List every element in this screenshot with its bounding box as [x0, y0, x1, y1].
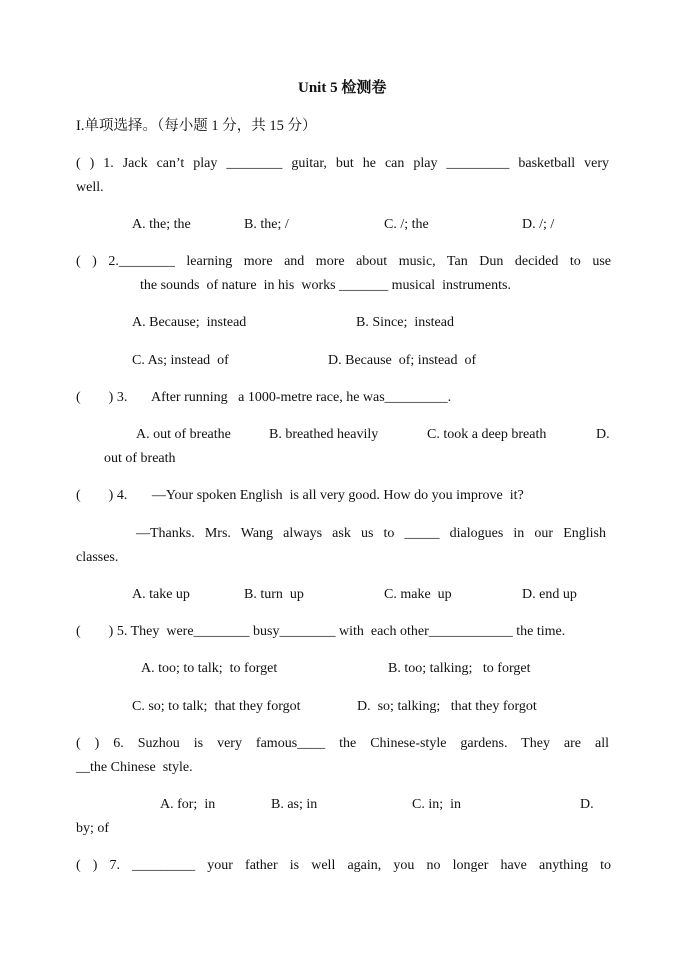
question-4-option-b: B. turn up	[244, 587, 304, 602]
question-2-option-a: A. Because; instead	[132, 315, 247, 330]
question-6-option-a: A. for; in	[160, 797, 216, 812]
question-2-option-d: D. Because of; instead of	[328, 353, 477, 368]
question-2-option-c: C. As; instead of	[132, 353, 229, 368]
question-3-option-d: D.	[596, 427, 610, 442]
question-6-option-c: C. in; in	[412, 797, 462, 812]
question-4-option-c: C. make up	[384, 587, 452, 602]
question-1-option-c: C. /; the	[384, 217, 429, 232]
question-3-option-d-text: out of breath	[104, 451, 176, 466]
question-5-option-b: B. too; talking; to forget	[388, 661, 531, 676]
question-6-line-1: ( ) 6. Suzhou is very famous____ the Chinese-style gardens. They are all	[76, 736, 609, 751]
question-6-option-d: D.	[580, 797, 594, 812]
question-1-option-d: D. /; /	[522, 217, 555, 232]
question-6-option-d-text: by; of	[76, 821, 110, 836]
section-heading: I.单项选择。（每小题 1 分，共 15 分）	[76, 118, 317, 134]
question-7-line-1: ( ) 7. _________ your father is well again, you no longer have anything to	[76, 858, 611, 873]
question-4-line-1: ( ) 4. —Your spoken English is all very good. How do you improve it?	[76, 488, 524, 503]
question-2-option-b: B. Since; instead	[356, 315, 454, 330]
question-6-option-b: B. as; in	[271, 797, 318, 812]
question-1-option-a: A. the; the	[132, 217, 191, 232]
question-4-line-2: —Thanks. Mrs. Wang always ask us to _____ dialogues in our English	[136, 526, 606, 541]
question-4-option-a: A. take up	[132, 587, 190, 602]
question-3-option-a: A. out of breathe	[136, 427, 231, 442]
question-3-option-c: C. took a deep breath	[427, 427, 547, 442]
page-title: Unit 5 检测卷	[298, 80, 387, 96]
question-3-line-1: ( ) 3. After running a 1000-metre race, he was_________.	[76, 390, 452, 405]
question-5-line-1: ( ) 5. They were________ busy________ with each other____________ the time.	[76, 624, 566, 639]
question-5-option-c: C. so; to talk; that they forgot	[132, 699, 301, 714]
question-5-option-a: A. too; to talk; to forget	[141, 661, 278, 676]
question-5-option-d: D. so; talking; that they forgot	[357, 699, 537, 714]
question-1-line-2: well.	[76, 180, 104, 195]
question-6-line-2: __the Chinese style.	[76, 760, 193, 775]
question-4-option-d: D. end up	[522, 587, 577, 602]
question-1-option-b: B. the; /	[244, 217, 289, 232]
question-3-option-b: B. breathed heavily	[269, 427, 379, 442]
question-2-line-1: ( ) 2.________ learning more and more about music, Tan Dun decided to use	[76, 254, 611, 269]
question-2-line-2: the sounds of nature in his works _______ musical instruments.	[140, 278, 511, 293]
question-1-line-1: ( ) 1. Jack can’t play ________ guitar, but he can play _________ basketball very	[76, 156, 609, 171]
question-4-line-3: classes.	[76, 550, 119, 565]
